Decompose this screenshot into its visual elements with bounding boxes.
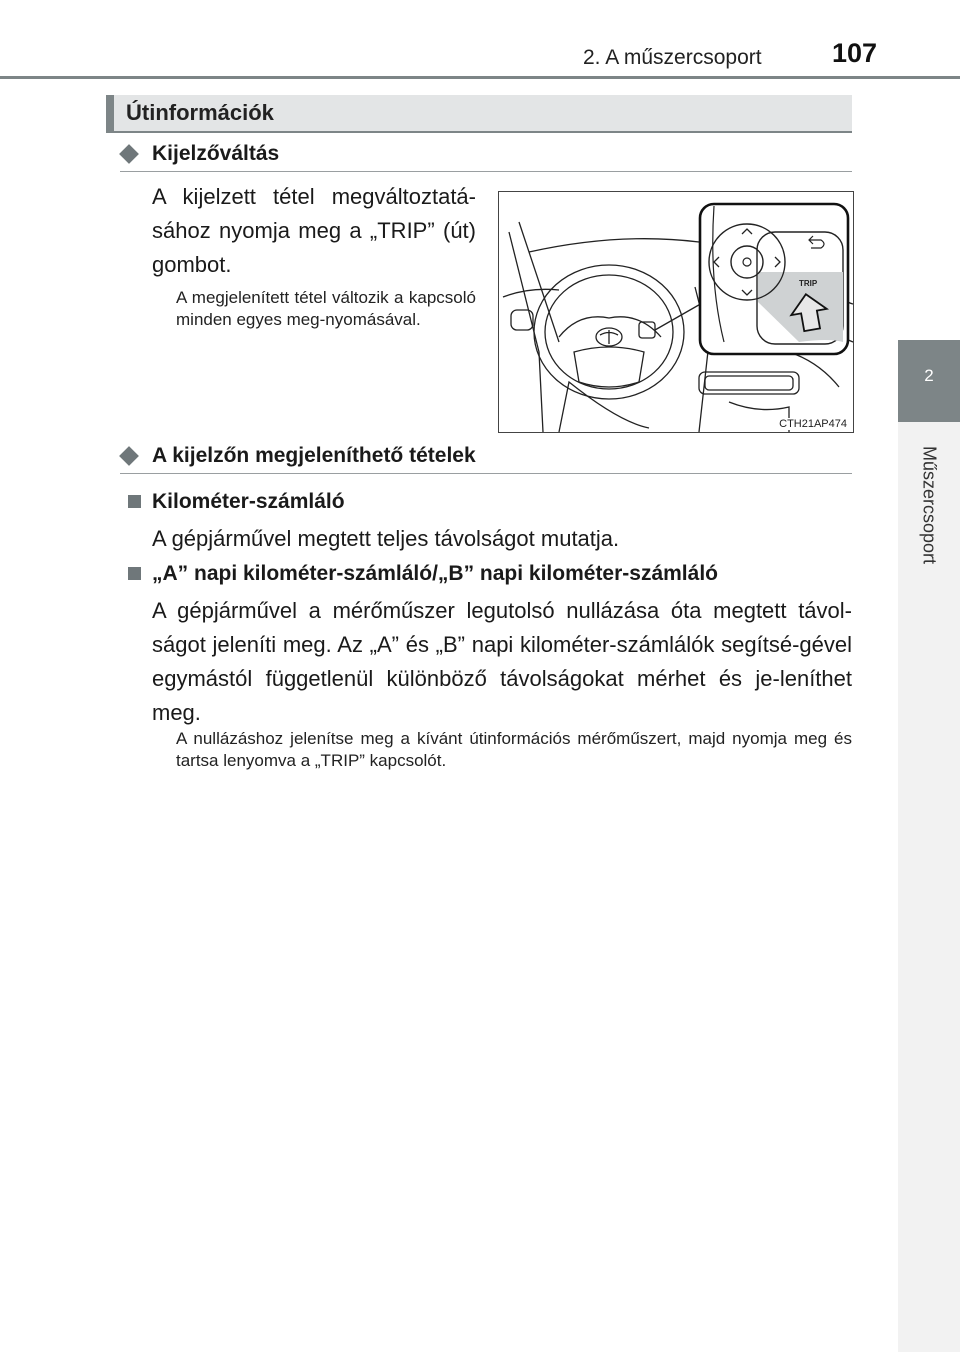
subheading-text: A kijelzőn megjeleníthető tételek: [152, 444, 476, 467]
body-paragraph: A kijelzett tétel megváltoztatá-sához nyomja meg a „TRIP” (út) gombot.: [152, 184, 476, 277]
note-paragraph: A megjelenített tétel változik a kapcsoló minden egyes meg-nyomásával.: [176, 288, 476, 329]
section-title-bar: [106, 95, 852, 133]
list-item-heading: [128, 562, 852, 592]
body-paragraph: A gépjárművel a mérőműszer legutolsó nullázása óta megtett távol-ságot jeleníti meg. Az „A” és „B” napi kilométer-számlálók segítsé-gével egymástól függetlenül különböző távolságokat mérhet és je-leníthet meg.: [152, 598, 852, 725]
header-divider: [0, 76, 960, 79]
subheading-display-switch: [120, 141, 852, 172]
section-title: Útinformációk: [126, 100, 274, 125]
figure-code: CTH21AP474: [779, 418, 847, 430]
chapter-tab-number: 2: [924, 366, 934, 385]
item-heading-text: „A” napi kilométer-számláló/„B” napi kilométer-számláló: [152, 562, 718, 585]
steering-wheel-illustration: [498, 191, 854, 433]
body-paragraph: A gépjárművel megtett teljes távolságot mutatja.: [152, 526, 620, 551]
chapter-tab: [898, 340, 960, 422]
diamond-bullet-icon: [119, 446, 139, 466]
subheading-displayable-items: [120, 443, 852, 474]
title-bar-accent: [106, 95, 114, 131]
note-paragraph: A nullázáshoz jelenítse meg a kívánt útinformációs mérőműszert, majd nyomja meg és tartsa lenyomva a „TRIP” kapcsolót.: [176, 729, 852, 770]
trip-button-label: TRIP: [799, 279, 818, 288]
item-heading-text: Kilométer-számláló: [152, 490, 345, 513]
steering-wheel-drawing: [499, 192, 853, 432]
square-bullet-icon: [128, 495, 141, 508]
subheading-text: Kijelzőváltás: [152, 142, 280, 165]
header-section-title: 2. A műszercsoport: [583, 46, 762, 69]
page-number: 107: [832, 38, 878, 68]
diamond-bullet-icon: [119, 144, 139, 164]
chapter-tab-label: Műszercsoport: [919, 445, 940, 565]
square-bullet-icon: [128, 567, 141, 580]
list-item-heading: [128, 490, 852, 520]
